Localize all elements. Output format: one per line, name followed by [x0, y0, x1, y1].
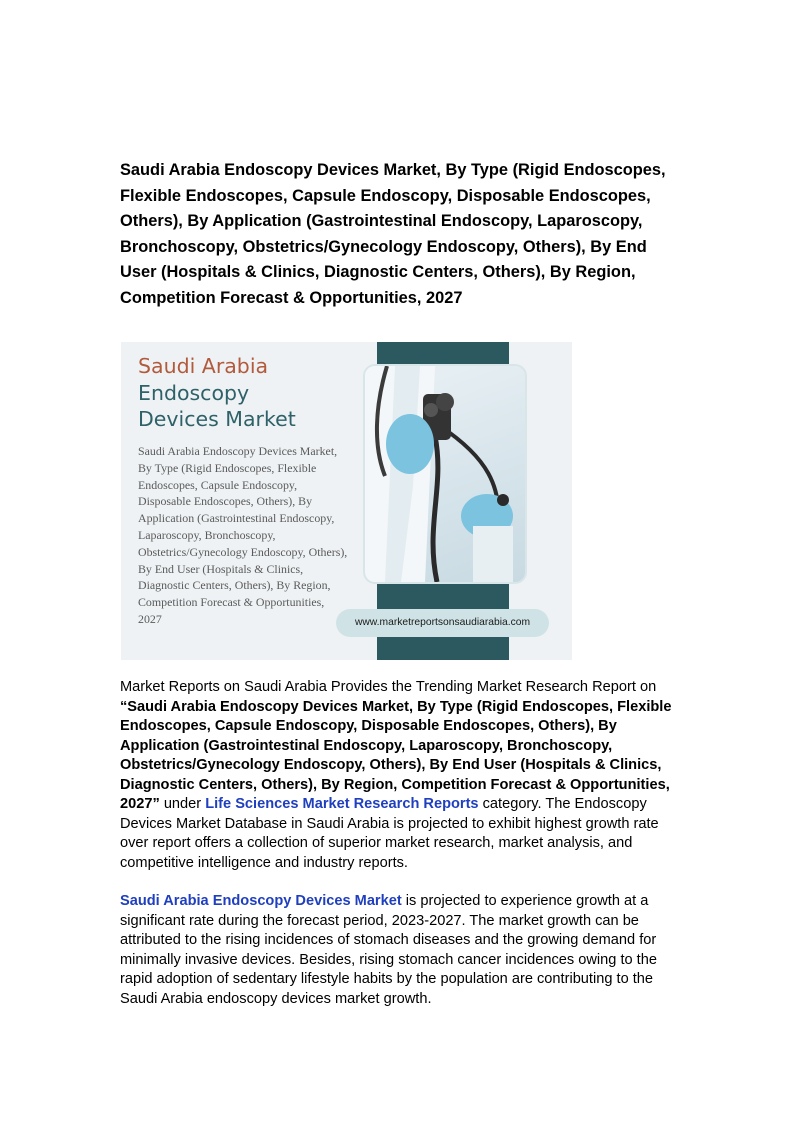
report-title-quote: “Saudi Arabia Endoscopy Devices Market, By Type (Rigid Endoscopes, Flexible Endoscopes, Capsule Endoscopy, Disposable Endoscopes, Others), By Application (Gastrointestinal Endoscopy, Laparoscopy, Bronchoscopy, Obstetrics/Gynecology Endoscopy, Others), By End User (Hospitals & Clinics, Diagnostic Centers, Others), By Region, Competition Forecast & Opportunities, 2027”	[120, 698, 672, 812]
market-rest-text: is projected to experience growth at a significant rate during the forecast period, 2023-2027. The market growth can be attributed to the rising incidences of stomach diseases and the growing demand for minimally invasive devices. Besides, rising stomach cancer incidences owing to the rapid adoption of sedentary lifestyle habits by the population are contributing to the Saudi Arabia endoscopy devices market growth.	[120, 893, 657, 1007]
intro-paragraph	[120, 678, 676, 873]
banner-url: www.marketreportsonsaudiarabia.com	[336, 609, 549, 637]
banner-description: Saudi Arabia Endoscopy Devices Market, By Type (Rigid Endoscopes, Flexible Endoscopes, Capsule Endoscopy, Disposable Endoscopes, Others), By Application (Gastrointestinal Endoscopy, Laparoscopy, Bronchoscopy, Obstetrics/Gynecology Endoscopy, Others), By End User (Hospitals & Clinics, Diagnostic Centers, Others), By Region, Competition Forecast & Opportunities, 2027	[138, 444, 348, 626]
intro-rest-text: category. The Endoscopy Devices Market Database in Saudi Arabia is projected to exhibit highest growth rate over report offers a collection of superior market research, market analysis, and competitive intelligence and industry reports.	[120, 796, 659, 871]
page-title: Saudi Arabia Endoscopy Devices Market, By Type (Rigid Endoscopes, Flexible Endoscopes, Capsule Endoscopy, Disposable Endoscopes, Others), By Application (Gastrointestinal Endoscopy, Laparoscopy, Bronchoscopy, Obstetrics/Gynecology Endoscopy, Others), By End User (Hospitals & Clinics, Diagnostic Centers, Others), By Region, Competition Forecast & Opportunities, 2027	[120, 161, 666, 307]
banner-title-line1: Saudi Arabia	[138, 354, 269, 378]
banner-title-line3: Devices Market	[138, 407, 296, 431]
report-banner-image	[121, 342, 572, 660]
endoscope-photo	[363, 364, 527, 584]
life-sciences-link[interactable]: Life Sciences Market Research Reports	[205, 796, 479, 812]
market-paragraph	[120, 892, 676, 1009]
under-text: under	[159, 796, 206, 812]
market-link[interactable]: Saudi Arabia Endoscopy Devices Market	[120, 893, 402, 909]
intro-text: Market Reports on Saudi Arabia Provides the Trending Market Research Report on	[120, 679, 657, 695]
banner-title	[138, 353, 338, 433]
banner-title-line2: Endoscopy	[138, 380, 250, 405]
endoscope-illustration	[365, 366, 525, 582]
